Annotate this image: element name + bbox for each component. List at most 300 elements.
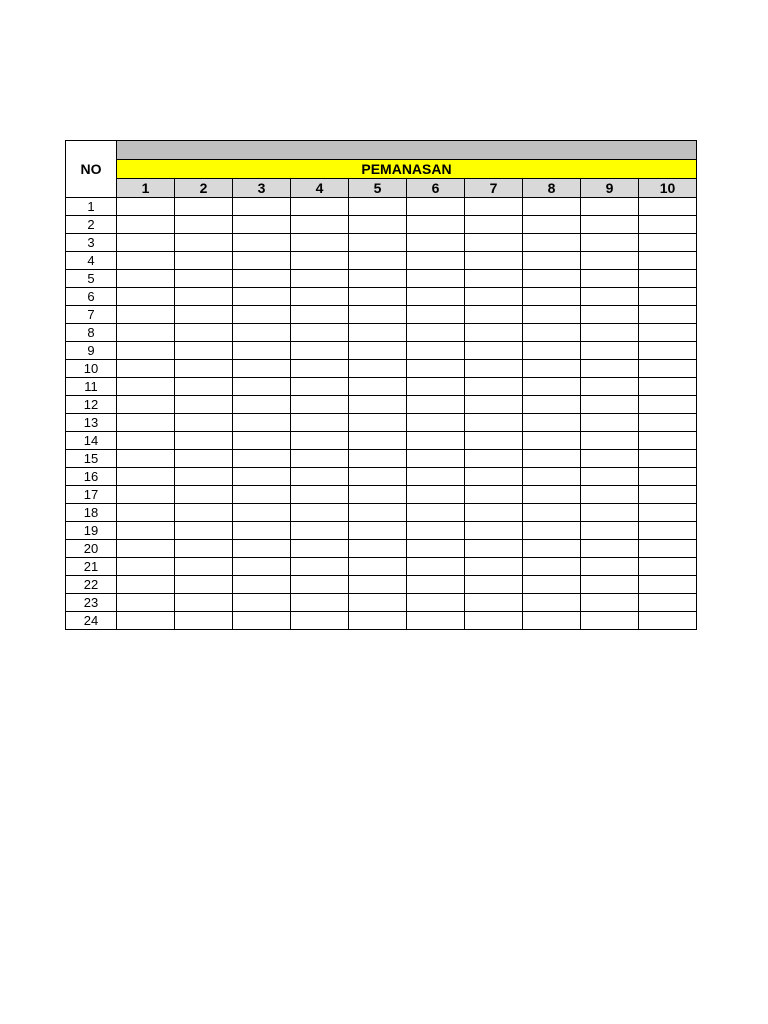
row-number: 10 — [66, 360, 117, 378]
score-cell[interactable] — [523, 198, 581, 216]
score-cell[interactable] — [233, 450, 291, 468]
score-cell[interactable] — [407, 306, 465, 324]
score-cell[interactable] — [639, 216, 697, 234]
table-row — [66, 432, 697, 450]
score-cell[interactable] — [523, 396, 581, 414]
score-cell[interactable] — [465, 594, 523, 612]
score-cell[interactable] — [523, 504, 581, 522]
score-cell[interactable] — [581, 450, 639, 468]
table-row — [66, 486, 697, 504]
score-cell[interactable] — [349, 342, 407, 360]
score-cell[interactable] — [349, 612, 407, 630]
score-cell[interactable] — [407, 216, 465, 234]
score-cell[interactable] — [407, 378, 465, 396]
table-row — [66, 360, 697, 378]
score-cell[interactable] — [639, 432, 697, 450]
score-cell[interactable] — [465, 504, 523, 522]
score-cell[interactable] — [175, 198, 233, 216]
score-cell[interactable] — [523, 468, 581, 486]
score-cell[interactable] — [291, 612, 349, 630]
score-cell[interactable] — [465, 612, 523, 630]
score-cell[interactable] — [639, 198, 697, 216]
score-cell[interactable] — [465, 360, 523, 378]
score-cell[interactable] — [465, 252, 523, 270]
table-row — [66, 594, 697, 612]
score-cell[interactable] — [291, 360, 349, 378]
row-number: 11 — [66, 378, 117, 396]
score-cell[interactable] — [291, 270, 349, 288]
score-cell[interactable] — [291, 324, 349, 342]
score-cell[interactable] — [523, 324, 581, 342]
score-cell[interactable] — [233, 270, 291, 288]
row-number: 1 — [66, 198, 117, 216]
score-cell[interactable] — [117, 486, 175, 504]
score-cell[interactable] — [349, 234, 407, 252]
score-cell[interactable] — [407, 612, 465, 630]
column-header: 4 — [291, 179, 349, 198]
table-row — [66, 270, 697, 288]
score-cell[interactable] — [233, 612, 291, 630]
score-cell[interactable] — [465, 540, 523, 558]
score-cell[interactable] — [349, 594, 407, 612]
score-cell[interactable] — [349, 378, 407, 396]
row-number: 22 — [66, 576, 117, 594]
score-cell[interactable] — [233, 378, 291, 396]
score-cell[interactable] — [233, 234, 291, 252]
score-cell[interactable] — [233, 360, 291, 378]
score-cell[interactable] — [291, 414, 349, 432]
score-cell[interactable] — [175, 450, 233, 468]
column-header: 8 — [523, 179, 581, 198]
score-cell[interactable] — [233, 558, 291, 576]
score-cell[interactable] — [349, 450, 407, 468]
score-cell[interactable] — [233, 504, 291, 522]
score-cell[interactable] — [523, 576, 581, 594]
score-cell[interactable] — [639, 576, 697, 594]
score-cell[interactable] — [407, 270, 465, 288]
row-number: 9 — [66, 342, 117, 360]
score-cell[interactable] — [581, 378, 639, 396]
column-header: 9 — [581, 179, 639, 198]
score-cell[interactable] — [291, 576, 349, 594]
score-cell[interactable] — [175, 576, 233, 594]
row-number: 20 — [66, 540, 117, 558]
score-cell[interactable] — [349, 414, 407, 432]
score-cell[interactable] — [465, 432, 523, 450]
score-cell[interactable] — [523, 252, 581, 270]
score-cell[interactable] — [175, 612, 233, 630]
score-cell[interactable] — [465, 522, 523, 540]
score-cell[interactable] — [407, 432, 465, 450]
score-cell[interactable] — [639, 540, 697, 558]
score-cell[interactable] — [291, 522, 349, 540]
score-cell[interactable] — [639, 522, 697, 540]
score-cell[interactable] — [639, 396, 697, 414]
score-cell[interactable] — [117, 468, 175, 486]
score-cell[interactable] — [117, 216, 175, 234]
score-cell[interactable] — [233, 486, 291, 504]
row-number: 21 — [66, 558, 117, 576]
score-cell[interactable] — [639, 324, 697, 342]
gray-header-band — [117, 141, 697, 160]
row-number: 3 — [66, 234, 117, 252]
score-cell[interactable] — [233, 306, 291, 324]
score-cell[interactable] — [291, 234, 349, 252]
score-cell[interactable] — [233, 396, 291, 414]
row-number: 14 — [66, 432, 117, 450]
score-cell[interactable] — [291, 540, 349, 558]
score-cell[interactable] — [407, 486, 465, 504]
score-cell[interactable] — [581, 558, 639, 576]
score-cell[interactable] — [117, 324, 175, 342]
score-cell[interactable] — [291, 306, 349, 324]
row-number: 4 — [66, 252, 117, 270]
score-cell[interactable] — [639, 558, 697, 576]
score-cell[interactable] — [233, 594, 291, 612]
table-row — [66, 468, 697, 486]
score-cell[interactable] — [523, 378, 581, 396]
score-cell[interactable] — [175, 306, 233, 324]
score-cell[interactable] — [639, 504, 697, 522]
score-cell[interactable] — [291, 594, 349, 612]
score-cell[interactable] — [175, 270, 233, 288]
score-cell[interactable] — [581, 216, 639, 234]
score-cell[interactable] — [175, 522, 233, 540]
table-row — [66, 288, 697, 306]
table-row — [66, 306, 697, 324]
table-row — [66, 522, 697, 540]
row-number: 5 — [66, 270, 117, 288]
table-row — [66, 450, 697, 468]
score-cell[interactable] — [117, 306, 175, 324]
score-cell[interactable] — [581, 396, 639, 414]
score-cell[interactable] — [291, 558, 349, 576]
score-cell[interactable] — [117, 198, 175, 216]
score-cell[interactable] — [581, 486, 639, 504]
score-cell[interactable] — [639, 414, 697, 432]
score-cell[interactable] — [465, 342, 523, 360]
score-cell[interactable] — [407, 468, 465, 486]
column-header: 10 — [639, 179, 697, 198]
score-cell[interactable] — [233, 288, 291, 306]
row-number: 23 — [66, 594, 117, 612]
table-row — [66, 198, 697, 216]
score-cell[interactable] — [291, 342, 349, 360]
score-cell[interactable] — [407, 558, 465, 576]
score-cell[interactable] — [349, 558, 407, 576]
score-cell[interactable] — [465, 288, 523, 306]
row-number: 24 — [66, 612, 117, 630]
score-cell[interactable] — [349, 252, 407, 270]
score-cell[interactable] — [523, 540, 581, 558]
score-cell[interactable] — [349, 360, 407, 378]
score-cell[interactable] — [349, 432, 407, 450]
score-cell[interactable] — [117, 450, 175, 468]
score-cell[interactable] — [465, 306, 523, 324]
score-cell[interactable] — [523, 306, 581, 324]
score-cell[interactable] — [349, 306, 407, 324]
score-cell[interactable] — [407, 360, 465, 378]
score-cell[interactable] — [117, 270, 175, 288]
score-cell[interactable] — [175, 468, 233, 486]
score-cell[interactable] — [117, 252, 175, 270]
table-row — [66, 396, 697, 414]
score-cell[interactable] — [117, 378, 175, 396]
score-cell[interactable] — [175, 252, 233, 270]
score-cell[interactable] — [117, 414, 175, 432]
score-cell[interactable] — [639, 288, 697, 306]
score-cell[interactable] — [349, 288, 407, 306]
score-cell[interactable] — [233, 414, 291, 432]
score-cell[interactable] — [291, 288, 349, 306]
score-cell[interactable] — [407, 504, 465, 522]
score-cell[interactable] — [407, 234, 465, 252]
row-number: 8 — [66, 324, 117, 342]
score-cell[interactable] — [175, 540, 233, 558]
score-cell[interactable] — [465, 270, 523, 288]
score-cell[interactable] — [465, 558, 523, 576]
score-cell[interactable] — [523, 360, 581, 378]
score-cell[interactable] — [639, 468, 697, 486]
score-cell[interactable] — [581, 414, 639, 432]
score-cell[interactable] — [407, 198, 465, 216]
score-cell[interactable] — [291, 216, 349, 234]
score-cell[interactable] — [117, 288, 175, 306]
score-cell[interactable] — [581, 288, 639, 306]
row-number: 12 — [66, 396, 117, 414]
score-cell[interactable] — [407, 414, 465, 432]
score-cell[interactable] — [349, 324, 407, 342]
score-cell[interactable] — [523, 594, 581, 612]
row-number: 13 — [66, 414, 117, 432]
score-cell[interactable] — [465, 450, 523, 468]
score-cell[interactable] — [291, 468, 349, 486]
table-row — [66, 612, 697, 630]
score-cell[interactable] — [117, 558, 175, 576]
score-cell[interactable] — [639, 252, 697, 270]
column-header: 1 — [117, 179, 175, 198]
score-cell[interactable] — [233, 342, 291, 360]
score-cell[interactable] — [581, 504, 639, 522]
score-cell[interactable] — [349, 504, 407, 522]
score-cell[interactable] — [291, 198, 349, 216]
score-cell[interactable] — [639, 234, 697, 252]
score-cell[interactable] — [233, 216, 291, 234]
score-cell[interactable] — [407, 522, 465, 540]
score-cell[interactable] — [523, 288, 581, 306]
score-cell[interactable] — [349, 396, 407, 414]
score-cell[interactable] — [523, 612, 581, 630]
score-cell[interactable] — [407, 576, 465, 594]
score-cell[interactable] — [523, 450, 581, 468]
score-cell[interactable] — [175, 234, 233, 252]
score-cell[interactable] — [407, 324, 465, 342]
score-cell[interactable] — [175, 414, 233, 432]
score-cell[interactable] — [117, 342, 175, 360]
table-row — [66, 576, 697, 594]
score-cell[interactable] — [465, 414, 523, 432]
score-cell[interactable] — [233, 576, 291, 594]
score-cell[interactable] — [523, 522, 581, 540]
score-cell[interactable] — [407, 342, 465, 360]
score-cell[interactable] — [523, 342, 581, 360]
score-cell[interactable] — [349, 198, 407, 216]
score-cell[interactable] — [465, 324, 523, 342]
score-cell[interactable] — [523, 216, 581, 234]
score-cell[interactable] — [175, 486, 233, 504]
score-cell[interactable] — [407, 594, 465, 612]
score-cell[interactable] — [639, 594, 697, 612]
score-cell[interactable] — [465, 234, 523, 252]
score-cell[interactable] — [117, 612, 175, 630]
score-cell[interactable] — [349, 576, 407, 594]
table-row — [66, 216, 697, 234]
score-cell[interactable] — [639, 270, 697, 288]
score-cell[interactable] — [523, 414, 581, 432]
score-cell[interactable] — [291, 378, 349, 396]
score-cell[interactable] — [233, 432, 291, 450]
score-cell[interactable] — [175, 360, 233, 378]
score-cell[interactable] — [407, 396, 465, 414]
score-cell[interactable] — [175, 378, 233, 396]
column-header: 5 — [349, 179, 407, 198]
score-cell[interactable] — [117, 396, 175, 414]
score-cell[interactable] — [465, 576, 523, 594]
score-cell[interactable] — [465, 198, 523, 216]
score-cell[interactable] — [581, 270, 639, 288]
score-cell[interactable] — [581, 594, 639, 612]
table-row — [66, 234, 697, 252]
score-cell[interactable] — [291, 432, 349, 450]
score-cell[interactable] — [407, 450, 465, 468]
score-cell[interactable] — [639, 378, 697, 396]
score-cell[interactable] — [639, 612, 697, 630]
section-title-pemanasan: PEMANASAN — [117, 160, 697, 179]
score-cell[interactable] — [639, 342, 697, 360]
score-cell[interactable] — [291, 450, 349, 468]
score-cell[interactable] — [175, 288, 233, 306]
score-cell[interactable] — [233, 324, 291, 342]
score-cell[interactable] — [523, 558, 581, 576]
score-cell[interactable] — [581, 576, 639, 594]
score-cell[interactable] — [117, 504, 175, 522]
score-cell[interactable] — [291, 252, 349, 270]
score-cell[interactable] — [581, 612, 639, 630]
column-header: 6 — [407, 179, 465, 198]
score-cell[interactable] — [233, 198, 291, 216]
score-cell[interactable] — [349, 216, 407, 234]
score-cell[interactable] — [175, 594, 233, 612]
column-header: 7 — [465, 179, 523, 198]
score-cell[interactable] — [117, 594, 175, 612]
score-cell[interactable] — [175, 324, 233, 342]
score-cell[interactable] — [175, 342, 233, 360]
score-cell[interactable] — [581, 342, 639, 360]
score-cell[interactable] — [407, 252, 465, 270]
score-cell[interactable] — [581, 324, 639, 342]
table-row — [66, 324, 697, 342]
score-cell[interactable] — [465, 396, 523, 414]
table-row — [66, 414, 697, 432]
no-column-header: NO — [66, 141, 117, 198]
score-cell[interactable] — [465, 468, 523, 486]
score-cell[interactable] — [233, 252, 291, 270]
row-number: 18 — [66, 504, 117, 522]
table-row — [66, 540, 697, 558]
score-cell[interactable] — [349, 486, 407, 504]
score-sheet-table — [65, 140, 697, 630]
score-cell[interactable] — [291, 504, 349, 522]
score-cell[interactable] — [581, 468, 639, 486]
score-cell[interactable] — [465, 486, 523, 504]
score-cell[interactable] — [407, 540, 465, 558]
score-cell[interactable] — [233, 540, 291, 558]
score-cell[interactable] — [581, 432, 639, 450]
score-cell[interactable] — [523, 432, 581, 450]
score-cell[interactable] — [117, 432, 175, 450]
score-cell[interactable] — [175, 396, 233, 414]
score-cell[interactable] — [233, 522, 291, 540]
score-cell[interactable] — [523, 270, 581, 288]
row-number: 15 — [66, 450, 117, 468]
score-cell[interactable] — [349, 540, 407, 558]
row-number: 6 — [66, 288, 117, 306]
score-cell[interactable] — [349, 270, 407, 288]
score-cell[interactable] — [465, 378, 523, 396]
score-cell[interactable] — [639, 486, 697, 504]
row-number: 19 — [66, 522, 117, 540]
score-cell[interactable] — [349, 468, 407, 486]
score-cell[interactable] — [117, 234, 175, 252]
score-cell[interactable] — [523, 486, 581, 504]
score-cell[interactable] — [117, 360, 175, 378]
score-cell[interactable] — [291, 396, 349, 414]
score-cell[interactable] — [581, 252, 639, 270]
table-row — [66, 252, 697, 270]
score-cell[interactable] — [639, 360, 697, 378]
row-number: 17 — [66, 486, 117, 504]
score-cell[interactable] — [175, 432, 233, 450]
table-row — [66, 558, 697, 576]
score-cell[interactable] — [175, 504, 233, 522]
score-cell[interactable] — [639, 450, 697, 468]
score-cell[interactable] — [117, 522, 175, 540]
score-cell[interactable] — [291, 486, 349, 504]
score-cell[interactable] — [581, 540, 639, 558]
table-row — [66, 504, 697, 522]
score-cell[interactable] — [117, 576, 175, 594]
score-cell[interactable] — [349, 522, 407, 540]
row-number: 7 — [66, 306, 117, 324]
score-cell[interactable] — [233, 468, 291, 486]
column-header: 2 — [175, 179, 233, 198]
score-cell[interactable] — [581, 198, 639, 216]
score-cell[interactable] — [581, 522, 639, 540]
score-cell[interactable] — [581, 306, 639, 324]
score-cell[interactable] — [175, 558, 233, 576]
score-cell[interactable] — [117, 540, 175, 558]
score-cell[interactable] — [523, 234, 581, 252]
score-cell[interactable] — [639, 306, 697, 324]
score-cell[interactable] — [581, 234, 639, 252]
score-cell[interactable] — [581, 360, 639, 378]
score-cell[interactable] — [175, 216, 233, 234]
column-header: 3 — [233, 179, 291, 198]
table-row — [66, 342, 697, 360]
score-cell[interactable] — [407, 288, 465, 306]
score-cell[interactable] — [465, 216, 523, 234]
table-row — [66, 378, 697, 396]
